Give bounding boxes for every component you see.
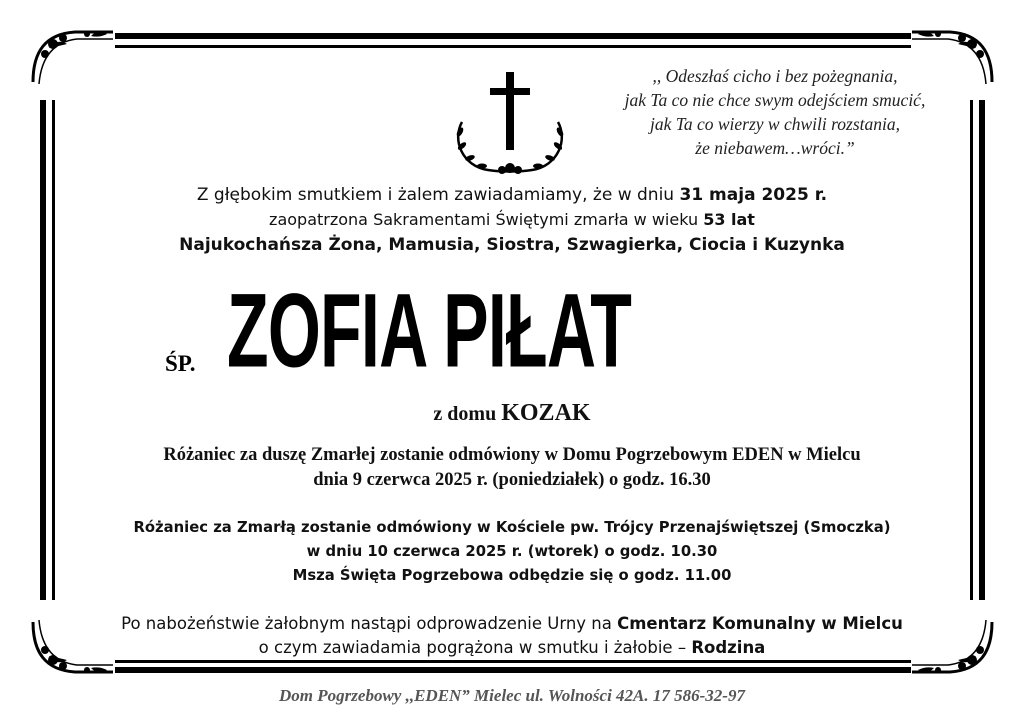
mass-line: Msza Święta Pogrzebowa odbędzie się o godz. 11.00 [292,567,732,584]
rosary-line: Różaniec za Zmarłą zostanie odmówiony w Kościele pw. Trójcy Przenajświętszej (Smoczka) [133,519,891,536]
cemetery-name: Cmentarz Komunalny w Mielcu [617,614,903,633]
cross-with-wreath-icon [448,70,572,180]
frame-top-thick-line [115,33,911,39]
family-signature: Rodzina [691,638,766,657]
poem-line: jak Ta co nie chce swym odejściem smucić, [624,90,926,110]
poem-line: że niebawem…wróci.” [695,138,855,158]
rosary-line: Różaniec za duszę Zmarłej zostanie odmówiony w Domu Pogrzebowym EDEN w Mielcu [163,445,861,465]
family-line [0,636,1024,660]
maiden-prefix: z domu [433,403,502,425]
rosary-date-line: w dniu 10 czerwca 2025 r. (wtorek) o godz. 10.30 [306,543,718,560]
frame-bottom-thick-line [115,667,911,673]
family-relations: Najukochańsza Żona, Mamusia, Siostra, Szwagierka, Ciocia i Kuzynka [179,235,845,255]
death-date: 31 maja 2025 r. [679,185,828,205]
burial-line [0,612,1024,636]
burial-text: Po nabożeństwie żałobnym nastąpi odprowadzenie Urny na [121,614,618,633]
rosary-date-line: dnia 9 czerwca 2025 r. (poniedziałek) o godz. 16.30 [313,470,711,490]
deceased-name: ZOFIA PIŁAT [227,273,632,390]
name-prefix: ŚP. [165,351,196,376]
announcement-text: zaopatrzona Sakramentami Świętymi zmarła w wieku [269,210,704,229]
rosary-church-block [0,516,1024,588]
family-text: o czym zawiadamia pogrążona w smutku i żałobie – [258,638,692,657]
poem-line: jak Ta co wierzy w chwili rozstania, [649,114,901,134]
announcement-text: Z głębokim smutkiem i żalem zawiadamiamy, że w dniu [196,185,680,205]
announcement-line-1 [0,185,1024,205]
burial-block [0,612,1024,660]
poem-line: ,, Odeszłaś cicho i bez pożegnania, [652,66,898,86]
frame-top-thin-line [115,45,911,48]
floral-corner-ornament-icon [25,22,115,92]
announcement-line-2 [0,210,1024,229]
maiden-name: KOZAK [501,400,591,426]
age: 53 lat [703,210,755,229]
poem-quote [560,64,990,160]
maiden-name-line [0,400,1024,427]
funeral-home-footer: Dom Pogrzebowy ,,EDEN” Mielec ul. Wolności 42A. 17 586-32-97 [279,686,745,705]
frame-bottom-thin-line [115,660,911,663]
rosary-funeral-home-block [0,443,1024,493]
